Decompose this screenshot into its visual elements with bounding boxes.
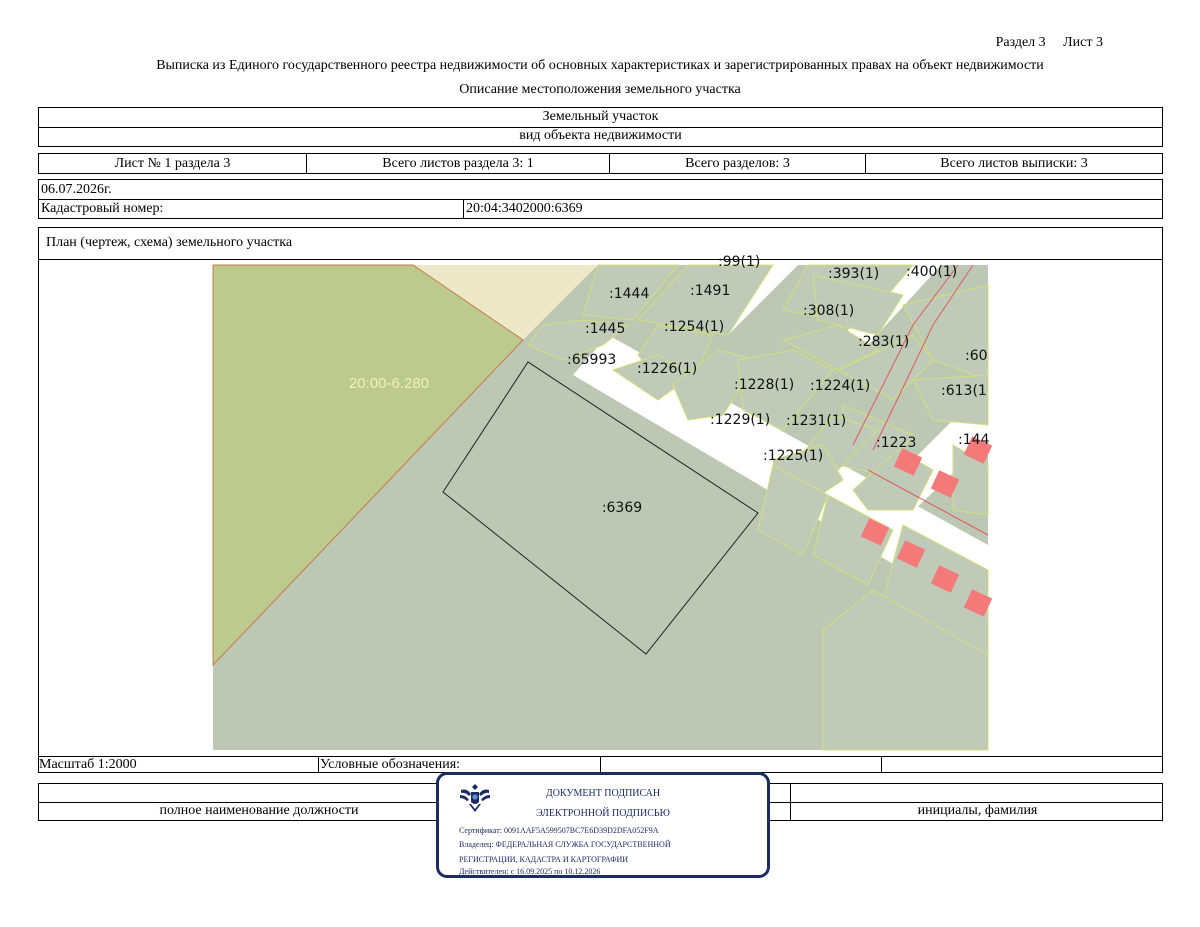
parcel-label: :1254(1) — [664, 319, 725, 335]
parcel-label: :1226(1) — [637, 361, 698, 377]
parcel-label: :1445 — [585, 321, 626, 337]
cadastral-label: Кадастровый номер: — [41, 201, 164, 216]
parcel-label: :613(1 — [941, 383, 987, 399]
object-type-caption: вид объекта недвижимости — [519, 128, 682, 143]
cadastral-number: 20:04:3402000:6369 — [466, 201, 583, 216]
document-subtitle: Описание местоположения земельного участка — [459, 82, 741, 97]
zone-label: 20:00-6.280 — [348, 375, 430, 392]
stamp-certificate: Сертификат: 0091AAF5A599507BC7E6D39D2DFA052F9A — [459, 826, 659, 835]
object-type-value: Земельный участок — [542, 109, 659, 124]
parcel-label: :1229(1) — [710, 412, 771, 428]
parcel-label: :400(1) — [906, 264, 958, 280]
info-table — [38, 179, 1163, 219]
total-sheets-extract-cell: Всего листов выписки: 3 — [940, 156, 1088, 171]
parcel-label: :1491 — [690, 283, 731, 299]
e-signature-stamp — [436, 772, 770, 878]
target-parcel-label: :6369 — [601, 500, 643, 516]
parcel-label: :65993 — [567, 352, 617, 368]
name-caption: инициалы, фамилия — [917, 803, 1038, 818]
page-header-right — [996, 35, 1103, 51]
scale-label: Масштаб 1:2000 — [39, 757, 137, 772]
parcel-label: :1228(1) — [734, 377, 795, 393]
total-sections-cell: Всего разделов: 3 — [685, 156, 790, 171]
parcel-label: :1231(1) — [786, 413, 847, 429]
parcel-label: :1444 — [609, 286, 650, 302]
parcel-label: :1225(1) — [763, 448, 824, 464]
parcel-label: :60 — [965, 348, 988, 364]
stamp-valid: Действителен: с 16.09.2025 по 10.12.2026 — [459, 867, 601, 876]
parcel-label: :308(1) — [803, 303, 855, 319]
document-title: Выписка из Единого государственного реестра недвижимости об основных характеристиках и зарегистрированных правах на объект недвижимости — [156, 58, 1044, 73]
stamp-owner-cont: РЕГИСТРАЦИИ, КАДАСТРА И КАРТОГРАФИИ — [459, 855, 629, 864]
extract-date: 06.07.2026г. — [41, 182, 112, 197]
position-caption: полное наименование должности — [159, 803, 359, 818]
cadastral-map — [213, 254, 990, 750]
parcel-label: :1223 — [876, 435, 917, 451]
parcel-label: :99(1) — [718, 254, 761, 270]
plan-heading: План (чертеж, схема) земельного участка — [46, 235, 293, 250]
parcel-label: :283(1) — [858, 334, 910, 350]
total-sheets-section-cell: Всего листов раздела 3: 1 — [382, 156, 534, 171]
sheet-no-cell: Лист № 1 раздела 3 — [114, 156, 231, 171]
sheet-number: Лист 3 — [1063, 35, 1103, 50]
sheets-row — [38, 153, 1163, 174]
legend-label: Условные обозначения: — [320, 757, 461, 772]
parcel-label: :393(1) — [828, 266, 880, 282]
section-number: Раздел 3 — [995, 35, 1046, 50]
parcel-label: :144 — [958, 432, 990, 448]
stamp-line-2: ЭЛЕКТРОННОЙ ПОДПИСЬЮ — [536, 808, 670, 819]
parcel-label: :1224(1) — [810, 378, 871, 394]
object-type-table — [38, 107, 1163, 147]
stamp-line-1: ДОКУМЕНТ ПОДПИСАН — [545, 788, 661, 799]
stamp-owner: Владелец: ФЕДЕРАЛЬНАЯ СЛУЖБА ГОСУДАРСТВЕННОЙ — [459, 840, 671, 849]
